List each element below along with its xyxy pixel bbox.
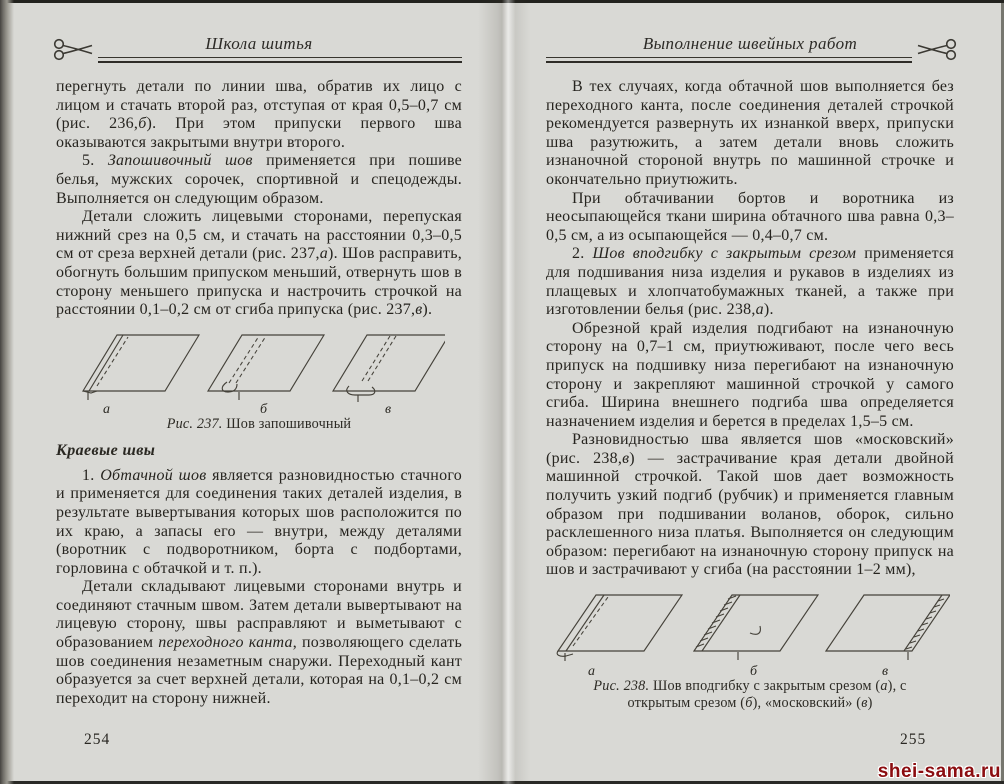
running-head: Школа шитья: [205, 34, 313, 53]
figure-238: [546, 587, 954, 712]
left-page-header: [56, 34, 462, 66]
figure-237: [56, 327, 462, 433]
figure-237-drawing: [73, 327, 445, 415]
left-page: [56, 34, 462, 708]
figure-label: в: [385, 401, 392, 415]
figure-label: а: [588, 664, 595, 678]
figure-label: а: [103, 401, 110, 415]
book-gutter-shadow: [478, 0, 530, 784]
figure-238-drawing: [550, 587, 950, 677]
figure-label: б: [750, 664, 758, 678]
paragraph: перегнуть детали по линии шва, обратив их лицо с лицом и стачать второй раз, отступая от края 0,5–0,7 см (рис. 236,б). При этом припуски первого шва оказываются закрытыми внутри второго.: [56, 78, 462, 151]
scissors-icon: [52, 36, 94, 63]
section-heading: Краевые швы: [56, 441, 156, 459]
right-page: [546, 34, 954, 715]
running-head: Выполнение швейных работ: [642, 34, 858, 53]
scissors-icon: [916, 36, 958, 63]
paragraph: При обтачивании бортов и воротника из неосыпающейся ткани ширина обтачного шва равна 0,3–0,5 см, а из осыпающейся — 0,4–0,7 см.: [546, 189, 954, 244]
paragraph: Обрезной край изделия подгибают на изнаночную сторону на 0,7–1 см, приутюживают, после чего весь припуск на подшивку низа перегибают на изнаночную сторону и закрепляют машинной строчкой у самого сгиба. Ширина внешнего подгиба шва определяется назначением изделия и берется в пределах 1,5–5 см.: [546, 319, 954, 430]
page-number-right: 255: [900, 731, 927, 748]
scan-left-edge: [0, 0, 14, 784]
watermark-text: shei-sama.ru: [877, 761, 1001, 782]
paragraph: Детали сложить лицевыми сторонами, перепуская нижний срез на 0,5 см, и стачать на расстоянии 0,3–0,5 см от среза верхней детали (рис. 237,а). Шов расправить, обогнуть большим припуском меньший, отвернуть шов в сторону меньшего припуска и настрочить строчкой на расстоянии 0,1–0,2 см от сгиба припуска (рис. 237,в).: [56, 208, 462, 319]
figure-238-caption: Рис. 238. Шов вподгибку с закрытым срезом (а), с открытым срезом (б), «московский» (в): [593, 678, 907, 712]
header-rule: [98, 57, 462, 63]
paragraph: Разновидностью шва является шов «московский» (рис. 238,в) — застрачивание края детали двойной машинной строчкой. Такой шов дает возможность получить узкий подгиб (рубчик) и применяется главным образом при подшивании воланов, оборок, сильно расклешенного низа платья. Выполняется он следующим образом: перегибают на изнаночную сторону припуск на шов и застрачивают у сгиба (на расстоянии 1–2 мм),: [546, 431, 954, 579]
header-rule: [546, 57, 912, 63]
right-page-header: [546, 34, 954, 66]
paragraph: 1. Обтачной шов является разновидностью стачного и применяется для соединения таких деталей изделия, в результате вывертывания которых шов расположится по их краю, а запасы его — внутри, между деталями (воротник с подворотником, борта с подбортами, горловина с обтачкой и т. п.).: [56, 466, 463, 577]
paragraph: Детали складывают лицевыми сторонами внутрь и соединяют стачным швом. Затем детали вывертывают на лицевую сторону, швы расправляют и выметывают с образованием переходного канта, позволяющего сделать шов соединения незаметным снаружи. Переходный кант образуется за счет верхней детали, которая на 0,1–0,2 см переходит на сторону нижней.: [56, 578, 463, 707]
figure-237-caption: Рис. 237. Шов запошивочный: [166, 415, 352, 432]
page-number-left: 254: [84, 731, 111, 748]
paragraph: 2. Шов вподгибку с закрытым срезом применяется для подшивания низа изделия и рукавов в изделиях из плащевых и хлопчатобумажных тканей, а также при изготовлении белья (рис. 238,а).: [546, 245, 955, 319]
figure-label: б: [260, 401, 268, 415]
figure-label: в: [882, 664, 889, 678]
paragraph: В тех случаях, когда обтачной шов выполняется без переходного канта, после соединения деталей строчкой рекомендуется развернуть их изнанкой вверх, припуски шва разутюжить, а затем детали вновь сложить изнаночной стороной внутрь по машинной строчке и окончательно приутюжить.: [546, 78, 954, 188]
paragraph: 5. Запошивочный шов применяется при пошиве белья, мужских сорочек, спортивной и спецодежды. Выполняется он следующим образом.: [56, 152, 463, 207]
